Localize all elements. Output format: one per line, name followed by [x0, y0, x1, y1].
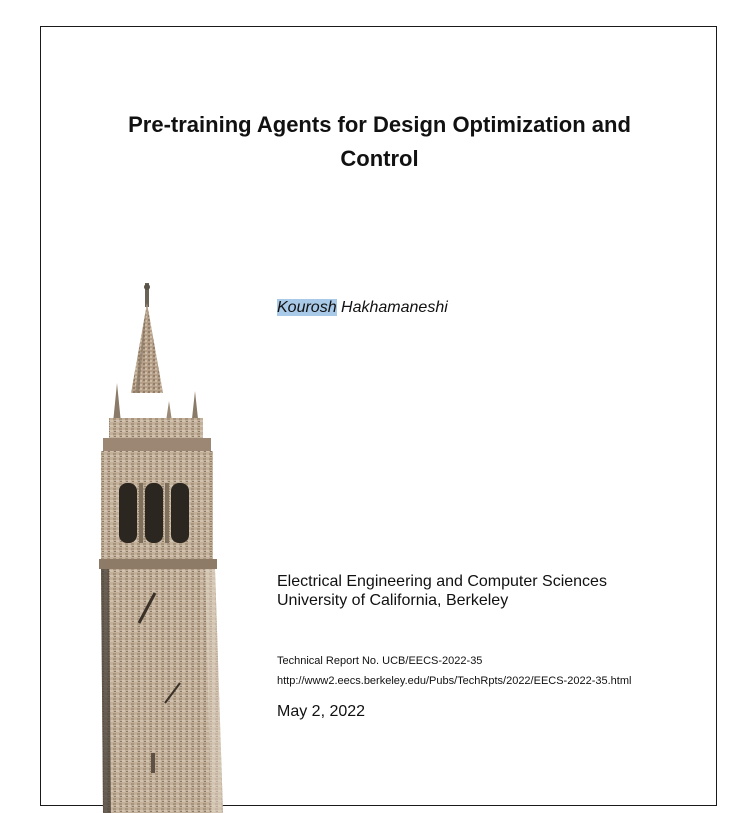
sather-tower-image: [95, 283, 225, 813]
publication-date: May 2, 2022: [277, 703, 366, 720]
title-line-2: Control: [340, 146, 419, 171]
author-last-name: Hakhamaneshi: [336, 299, 448, 316]
affiliation: [277, 572, 607, 610]
document-title: [41, 108, 718, 176]
report-info: [277, 651, 631, 691]
document-page: [40, 26, 717, 806]
report-url-link[interactable]: http://www2.eecs.berkeley.edu/Pubs/TechRpts/2022/EECS-2022-35.html: [277, 675, 632, 687]
title-line-1: Pre-training Agents for Design Optimization and: [128, 112, 631, 137]
author-name: [277, 299, 448, 317]
report-number: Technical Report No. UCB/EECS-2022-35: [277, 655, 483, 667]
department-name: Electrical Engineering and Computer Sciences: [277, 573, 607, 590]
author-first-name[interactable]: Kourosh: [277, 299, 337, 316]
university-name: University of California, Berkeley: [277, 592, 509, 609]
